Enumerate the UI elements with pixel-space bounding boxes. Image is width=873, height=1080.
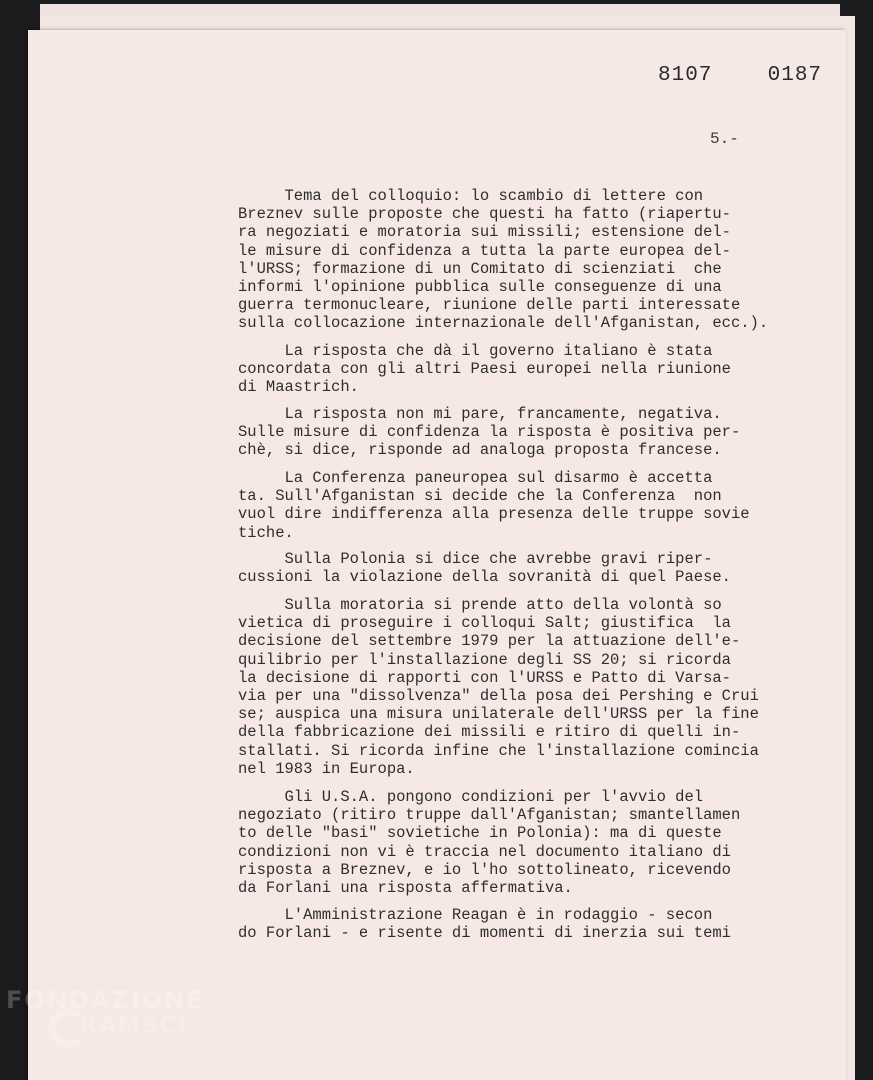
text-line: concordata con gli altri Paesi europei nella riunione xyxy=(238,360,731,379)
text-line: tiche. xyxy=(238,523,294,542)
text-line: La risposta che dà il governo italiano è stata xyxy=(238,342,713,360)
text-line: la decisione di rapporti con l'URSS e Patto di Varsa- xyxy=(238,668,731,687)
text-line: l'URSS; formazione di un Comitato di scienziati che xyxy=(238,259,722,278)
text-line: Tema del colloquio: lo scambio di lettere con xyxy=(238,187,704,205)
text-line: via per una "dissolvenza" della posa dei Pershing e Crui xyxy=(238,687,759,706)
text-line: Sulla moratoria si prende atto della volontà so xyxy=(238,596,722,614)
paragraph-1 xyxy=(238,187,798,333)
text-line: cussioni la violazione della sovranità di quel Paese. xyxy=(238,568,731,587)
text-line: ta. Sull'Afganistan si decide che la Conferenza non xyxy=(238,487,722,506)
reference-number: 8107 0187 xyxy=(658,64,823,87)
text-line: Sulla Polonia si dice che avrebbe gravi riper- xyxy=(238,550,713,568)
fondazione-gramsci-watermark xyxy=(0,986,230,1066)
text-line: negoziato (ritiro truppe dall'Afganistan; smantellamen xyxy=(238,806,741,825)
text-line: risposta a Breznev, e io l'ho sottolineato, ricevendo xyxy=(238,860,731,879)
text-line: do Forlani - e risente di momenti di inerzia sui temi xyxy=(238,924,731,943)
paragraph-8 xyxy=(238,906,798,942)
paragraph-6 xyxy=(238,596,798,778)
text-line: Gli U.S.A. pongono condizioni per l'avvio del xyxy=(238,788,704,806)
text-line: chè, si dice, risponde ad analoga proposta francese. xyxy=(238,441,722,460)
paragraph-2 xyxy=(238,342,798,397)
text-line: quilibrio per l'installazione degli SS 20; si ricorda xyxy=(238,650,731,669)
watermark-line1: FONDAZIONE xyxy=(6,986,205,1014)
paragraph-7 xyxy=(238,788,798,897)
text-line: Sulle misure di confidenza la risposta è positiva per- xyxy=(238,423,741,442)
text-line: nel 1983 in Europa. xyxy=(238,759,415,778)
text-line: decisione del settembre 1979 per la attuazione dell'e- xyxy=(238,632,741,651)
paragraph-5 xyxy=(238,550,798,586)
text-line: La risposta non mi pare, francamente, negativa. xyxy=(238,405,722,423)
paragraph-4 xyxy=(238,469,798,542)
text-line: stallati. Si ricorda infine che l'installazione comincia xyxy=(238,741,759,760)
text-line: ra negoziati e moratoria sui missili; estensione del- xyxy=(238,223,731,242)
text-line: L'Amministrazione Reagan è in rodaggio - secon xyxy=(238,906,713,924)
text-line: Breznev sulle proposte che questi ha fatto (riapertu- xyxy=(238,205,731,224)
text-line: da Forlani una risposta affermativa. xyxy=(238,879,573,898)
text-line: La Conferenza paneuropea sul disarmo è accetta xyxy=(238,469,713,487)
watermark-small: onlus xyxy=(176,1044,198,1053)
text-line: to delle "basi" sovietiche in Polonia): ma di queste xyxy=(238,824,722,843)
page-marker: 5.- xyxy=(710,130,739,148)
text-line: informi l'opinione pubblica sulle conseguenze di una xyxy=(238,278,722,297)
text-line: guerra termonucleare, riunione delle parti interessate xyxy=(238,296,741,315)
text-line: vuol dire indifferenza alla presenza delle truppe sovie xyxy=(238,505,750,524)
text-line: vietica di proseguire i colloqui Salt; giustifica la xyxy=(238,614,731,633)
text-line: le misure di confidenza a tutta la parte europea del- xyxy=(238,241,731,260)
text-line: condizioni non vi è traccia nel documento italiano di xyxy=(238,842,731,861)
text-line: sulla collocazione internazionale dell'Afganistan, ecc.). xyxy=(238,314,769,333)
paragraph-3 xyxy=(238,405,798,460)
watermark-line2: RAMSCI xyxy=(80,1014,189,1039)
text-line: della fabbricazione dei missili e ritiro di quelli in- xyxy=(238,723,741,742)
text-line: se; auspica una misura unilaterale dell'URSS per la fine xyxy=(238,705,759,724)
text-line: di Maastrich. xyxy=(238,378,359,397)
